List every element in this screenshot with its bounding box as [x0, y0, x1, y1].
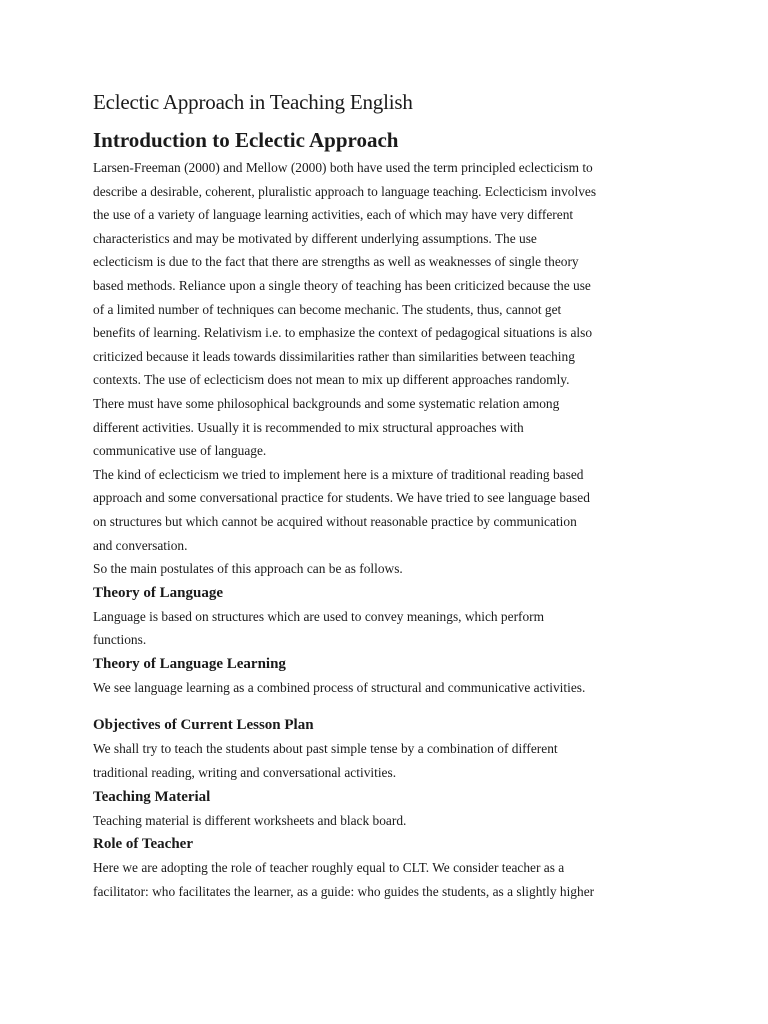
paragraph-line: The kind of eclecticism we tried to implement here is a mixture of traditional reading based	[93, 466, 584, 482]
paragraph-line: based methods. Reliance upon a single theory of teaching has been criticized because the use	[93, 277, 591, 293]
paragraph-line: of a limited number of techniques can become mechanic. The students, thus, cannot get	[93, 301, 562, 317]
section-heading-teaching-material: Teaching Material	[93, 788, 211, 805]
section-heading-introduction: Introduction to Eclectic Approach	[93, 128, 399, 152]
intro-paragraph	[93, 156, 675, 463]
section-heading-role-of-teacher: Role of Teacher	[93, 836, 193, 853]
paragraph-line: different activities. Usually it is recommended to mix structural approaches with	[93, 419, 524, 435]
paragraph-line: Teaching material is different worksheets and black board.	[93, 812, 407, 828]
paragraph-line: characteristics and may be motivated by different underlying assumptions. The use	[93, 230, 537, 246]
paragraph-line: describe a desirable, coherent, pluralistic approach to language teaching. Eclecticism involves	[93, 183, 597, 199]
paragraph-line: eclecticism is due to the fact that there are strengths as well as weaknesses of single theory	[93, 254, 579, 270]
section-heading-theory-of-language: Theory of Language	[93, 584, 224, 601]
paragraph-line: functions.	[93, 632, 147, 648]
paragraph-line: and conversation.	[93, 537, 188, 553]
paragraph-line: benefits of learning. Relativism i.e. to emphasize the context of pedagogical situations is also	[93, 325, 593, 341]
paragraph-line: facilitator: who facilitates the learner, as a guide: who guides the students, as a slightly higher	[93, 883, 595, 899]
spacer	[93, 699, 675, 713]
section-heading-theory-of-learning: Theory of Language Learning	[93, 655, 286, 672]
paragraph-line: We shall try to teach the students about past simple tense by a combination of different	[93, 741, 558, 757]
paragraph-line: traditional reading, writing and conversational activities.	[93, 765, 397, 781]
eclecticism-kind-paragraph	[93, 463, 675, 557]
paragraph-line: contexts. The use of eclecticism does not mean to mix up different approaches randomly.	[93, 372, 570, 388]
paragraph-line: communicative use of language.	[93, 443, 267, 459]
section-heading-objectives: Objectives of Current Lesson Plan	[93, 717, 314, 734]
paragraph-line: the use of a variety of language learning activities, each of which may have very different	[93, 207, 574, 223]
paragraph-line: Language is based on structures which are used to convey meanings, which perform	[93, 608, 545, 624]
paragraph-line: Here we are adopting the role of teacher roughly equal to CLT. We consider teacher as a	[93, 860, 565, 876]
paragraph-line: criticized because it leads towards dissimilarities rather than similarities between teaching	[93, 348, 575, 364]
postulates-line: So the main postulates of this approach can be as follows.	[93, 561, 403, 577]
document-title: Eclectic Approach in Teaching English	[93, 90, 413, 114]
paragraph-line: on structures but which cannot be acquired without reasonable practice by communication	[93, 513, 577, 529]
paragraph-line: Larsen-Freeman (2000) and Mellow (2000) both have used the term principled eclecticism to	[93, 160, 593, 175]
paragraph-line: approach and some conversational practice for students. We have tried to see language based	[93, 490, 590, 506]
paragraph-line: There must have some philosophical backgrounds and some systematic relation among	[93, 395, 560, 411]
document-content	[93, 88, 675, 903]
paragraph-line: We see language learning as a combined process of structural and communicative activities.	[93, 679, 586, 695]
